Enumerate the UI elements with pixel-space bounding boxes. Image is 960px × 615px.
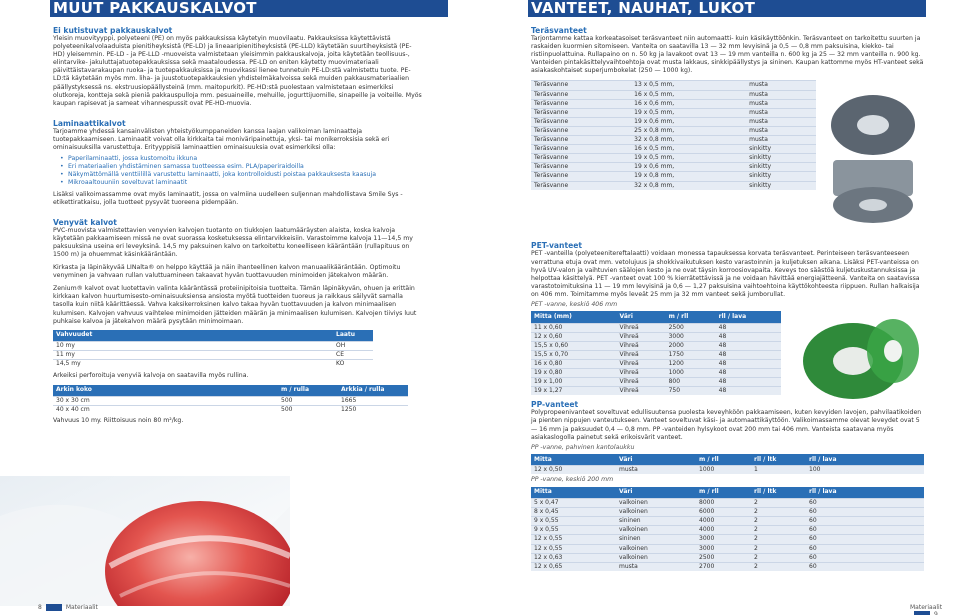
pet-table (531, 311, 781, 395)
table-cell: musta (616, 466, 696, 475)
table-header: Laatu (333, 330, 373, 342)
table-note: Arkeiksi perforoituja venyviä kalvoja on saatavilla myös rullina. (53, 371, 249, 379)
table-header: rll / lava (806, 454, 924, 466)
table-row (531, 517, 924, 526)
sheet-table (53, 385, 408, 415)
table-cell: 2 (751, 526, 806, 535)
section-title: PET-vanteet (531, 241, 583, 251)
table-cell: 100 (806, 466, 924, 475)
table-row (531, 90, 816, 99)
table-cell: 2 (751, 562, 806, 571)
table-cell: 11 my (53, 351, 333, 360)
table-cell: 60 (806, 499, 924, 508)
table-row (53, 342, 373, 351)
table-header: m / rll (666, 311, 716, 323)
pet-coil-photo (793, 311, 923, 403)
table-cell: 16 x 0,6 mm, (631, 99, 746, 108)
table-row (531, 526, 924, 535)
footer-label: Materiaalit (910, 604, 943, 611)
table-cell: sininen (616, 535, 696, 544)
table-cell: 12 x 0,50 (531, 466, 616, 475)
right-footer (910, 604, 960, 615)
paragraph: PVC-muovista valmistettavien venyvien kalvojen tuotanto on tiukkojen laatumääräysten alaista, koska kalvoja käytetään pakkaamiseen missä ne ovat suorassa kosketuksessa elintarvikkeisiin. Varastoimme kalvoja 11—14,5 my paksuuksina useina eri leveyksinä. 14,5 my paksuinen kalvo on tarkoitettu koneelliseen kääräntään (rullapituus on 1500 m) ja ohuemmat käsinkääräntään. (53, 226, 413, 258)
section-title: PP-vanteet (531, 400, 579, 410)
list-item: • Paperilaminaatti, jossa kustomoitu ikkuna (68, 155, 423, 163)
table-cell: 2000 (666, 341, 716, 350)
table-cell: 48 (716, 369, 781, 378)
steel-strap-block (531, 80, 924, 236)
table-cell: 2 (751, 535, 806, 544)
table-cell: 6000 (696, 508, 751, 517)
table-cell: 8 x 0,45 (531, 508, 616, 517)
table-cell: 12 x 0,55 (531, 544, 616, 553)
bullet-list (53, 155, 423, 187)
thickness-table (53, 330, 373, 369)
table-row (531, 508, 924, 517)
table-header: rll / ltk (751, 454, 806, 466)
table-cell: 32 x 0,8 mm, (631, 136, 746, 145)
table-cell: sinkitty (746, 145, 816, 154)
table-cell: 750 (666, 387, 716, 396)
table-cell: 500 (278, 406, 338, 415)
table-cell: Vihreä (617, 341, 666, 350)
table-cell: Teräsvanne (531, 154, 631, 163)
table-cell: 9 x 0,55 (531, 517, 616, 526)
table-cell: 48 (716, 378, 781, 387)
table-cell: 12 x 0,63 (531, 553, 616, 562)
table-header: Väri (616, 487, 696, 499)
paragraph: Polypropeenivanteet soveltuvat edullisuutensa puolesta keveyhköön pakkaamiseen, kuten kevyiden lavojen, pahvilaatikoiden ja pienten nippujen vanteutukseen. Vanteet soveltuvat käsi- ja automaattikäyttöön. Valikoimassamme olevat leveydet ovat 5 — 16 mm ja paksuudet 0,4 — 0,8 mm. PP -vanteiden hylsykoot ovat 200 mm tai 406 mm. Vanteista saatavana myös asiakaslogolla painetut sekä erikoisvärit vanteet. (531, 409, 922, 441)
table-header: m / rll (696, 487, 751, 499)
table-cell: Teräsvanne (531, 145, 631, 154)
right-column (531, 26, 924, 571)
table-cell: musta (746, 99, 816, 108)
table-cell: Vihreä (617, 350, 666, 359)
left-banner: MUUT PAKKAUSKALVOT (50, 0, 448, 17)
table-cell: 19 x 0,6 mm, (631, 163, 746, 172)
table-cell: 16 x 0,5 mm, (631, 90, 746, 99)
table-cell: 2700 (696, 562, 751, 571)
table-row (531, 387, 781, 396)
table-row (531, 369, 781, 378)
steel-strap-table (531, 80, 816, 189)
table-cell: 13 x 0,5 mm, (631, 81, 746, 90)
table-cell: 1200 (666, 360, 716, 369)
table-cell: 19 x 1,27 (531, 387, 617, 396)
table-cell: sinkitty (746, 154, 816, 163)
table-cell: 1665 (338, 397, 408, 406)
table-cell: OH (333, 342, 373, 351)
table-row (531, 126, 816, 135)
table-row (531, 466, 924, 475)
table-cell: 16 x 0,80 (531, 360, 617, 369)
table-row (531, 181, 816, 190)
table-cell: 60 (806, 526, 924, 535)
table-cell: sininen (616, 517, 696, 526)
table-row (531, 544, 924, 553)
table-cell: 2 (751, 517, 806, 526)
table-row (531, 145, 816, 154)
section-title: Teräsvanteet (531, 26, 587, 35)
table-cell: valkoinen (616, 508, 696, 517)
table-row (531, 117, 816, 126)
pet-block (531, 311, 924, 395)
section-title: Venyvät kalvot (53, 217, 117, 227)
table-cell: 19 x 0,6 mm, (631, 117, 746, 126)
table-header: Väri (616, 454, 696, 466)
table-cell: 12 x 0,55 (531, 535, 616, 544)
table-cell: 30 x 30 cm (53, 397, 278, 406)
table-row (53, 351, 373, 360)
table-cell: 60 (806, 508, 924, 517)
table-cell: Teräsvanne (531, 181, 631, 190)
table-cell: 500 (278, 397, 338, 406)
paragraph: Lisäksi valikoimassamme ovat myös laminaatit, jossa on valmiina uudelleen suljennan mahdollistava Smile Sys -etikettiratkaisu, jolla tuotteet pysyvät tuoreena pidempään. (53, 190, 403, 206)
table-cell: 2500 (666, 323, 716, 332)
table-cell: sinkitty (746, 163, 816, 172)
table-cell: 2 (751, 499, 806, 508)
section-title: Ei kutistuvat pakkauskalvot (53, 26, 173, 35)
table-cell: 3000 (696, 544, 751, 553)
paragraph: Tarjontamme kattaa korkeatasoiset teräsvanteet niin automaatti- kuin käsikäyttöönkin. Teräsvanteet on tarkoitettu suurten ja raskaiden kuormien sitomiseen. Vanteita on saatavilla 13 — 32 mm levyisinä ja 0,5 — 0,8 mm paksuisina, kiekko- tai ristiinpuolattuina. Rullapaino on n. 50 kg ja lavakoot ovat 13 — 19 mm vanteilla n. 600 kg ja 25 — 32 mm vanteilla n. 900 kg. Vanteiden pintakäsittelyvaihtoehtoja ovat musta lakkaus, sinkkipäällystys ja sininen. Kaupan kattomme myös HT-vanteet sekä asiakaskohtaiset superjumbokelat (250 — 1000 kg). (531, 35, 924, 75)
table-cell: KO (333, 360, 373, 369)
table-cell: 48 (716, 332, 781, 341)
table-row (531, 499, 924, 508)
table-cell: 1000 (666, 369, 716, 378)
table-cell: Teräsvanne (531, 90, 631, 99)
table-cell: Vihreä (617, 378, 666, 387)
table-cell: 12 x 0,65 (531, 562, 616, 571)
table-header: rll / lava (716, 311, 781, 323)
table-cell: 2 (751, 553, 806, 562)
table-cell: 2 (751, 544, 806, 553)
paragraph: Zenium® kalvot ovat luotettavin valinta kääräntässä proteiinipitoisia tuotteita. Tämän läpinäkyvän, ohuen ja erittäin kirkkaan kalvon huurtumisesto-ominaisuuksiensa ansiosta myötä tuotteiden tuoreus ja raikkaus säilyvät samalla tasolla kuin niitä käärittäessä. Vahva kaksikerroksinen kalvo takaa hyvän tuottavuuden ja kalvon minimaalisen kulumisen. Kalvojen vahvuus vaihtelee minimoiden jätteiden määrän ja minimaalisen kulumisen. Kalvojen tiiviys luut puhkaise kalvoa ja jätekalvon määrä pysytään minimoimaan. (53, 285, 417, 325)
footer-tab (46, 604, 62, 611)
table-cell: 60 (806, 544, 924, 553)
table-row (531, 323, 781, 332)
table-cell: 48 (716, 360, 781, 369)
table-cell: 19 x 0,80 (531, 369, 617, 378)
table-cell: 9 x 0,55 (531, 526, 616, 535)
table-cell: Teräsvanne (531, 126, 631, 135)
footer-tab (914, 611, 930, 615)
table-header: Mitta (mm) (531, 311, 617, 323)
table-cell: Vihreä (617, 323, 666, 332)
table-cell: 15,5 x 0,70 (531, 350, 617, 359)
table-caption: PET -vanne, keskiö 406 mm (531, 301, 618, 309)
page-number: 8 (38, 604, 42, 611)
table-cell: Teräsvanne (531, 99, 631, 108)
table-header: m / rll (696, 454, 751, 466)
table-header: m / rulla (278, 385, 338, 397)
table-row (531, 172, 816, 181)
table-cell: 11 x 0,60 (531, 323, 617, 332)
table-cell: 4000 (696, 517, 751, 526)
table-cell: 5 x 0,47 (531, 499, 616, 508)
table-cell: valkoinen (616, 499, 696, 508)
table-header: Mitta (531, 487, 616, 499)
right-banner: VANTEET, NAUHAT, LUKOT (528, 0, 926, 17)
table-header: Arkin koko (53, 385, 278, 397)
list-item: • Eri materiaalien yhdistäminen samassa tuotteessa esim. PLA/paperiraidoilla (68, 163, 423, 171)
table-row (53, 397, 408, 406)
table-cell: 1000 (696, 466, 751, 475)
table-cell: 19 x 0,5 mm, (631, 108, 746, 117)
table-cell: 32 x 0,8 mm, (631, 181, 746, 190)
table-cell: sinkitty (746, 172, 816, 181)
table-cell: Vihreä (617, 360, 666, 369)
table-cell: Teräsvanne (531, 117, 631, 126)
pp-table-carry (531, 454, 924, 475)
table-cell: 16 x 0,5 mm, (631, 145, 746, 154)
paragraph: Yleisin muovityyppi, polyeteeni (PE) on myös pakkauksissa käytetyin muovilaatu. Pakkauksissa käytettävistä polyeteenikalvolaaduista pienitiheyksistä (PE-LD) ja lineaaripienitiheyksistä (PE-LLD) käytetään suurtiheyksistä (PE-HD) yleisemmin. PE-LD - ja PE-LLD -muoveista valmistetaan yleisimmin pakkauskalvoja, joita käytetään teollisuus-, elintarvike- jakuluttajatuotepakkauksissa sekä maataloudessa. PE-LD on eniten käytetty muovimateriaali päivittäistavarakaupan ruoka- ja tuotepakkauksissa ja muovikassi lienee tunnetuin PE-LD:stä valmistettu tuote. PE-LD:tä käytetään myös mm. liha- ja juustotuotepakkauksien yhdistelmäkalvoissa sekä muiden pakkausmateriaalien päällystyksessä ns. ekstruusiopäällysteinä (mm. maitopurkit). PE-HD:stä puolestaan valmistetaan esimerkiksi olutkoreja, kontteja sekä pieniä pakkauspulloja mm. pesuaineille, mehuille, jogurttijuomille, sinapeille ja voiteille. Myös kaupan rapisevat ja sameat vihannespussit ovat PE-HD-muovia. (53, 35, 422, 107)
table-cell: 3000 (696, 535, 751, 544)
page-number: 9 (934, 611, 938, 615)
section-title: Laminaattikalvot (53, 118, 126, 128)
table-cell: valkoinen (616, 526, 696, 535)
table-cell: 10 my (53, 342, 333, 351)
table-cell: 60 (806, 553, 924, 562)
footer-label: Materiaalit (65, 604, 98, 611)
table-row (531, 378, 781, 387)
table-cell: 19 x 0,5 mm, (631, 154, 746, 163)
table-cell: 19 x 0,8 mm, (631, 172, 746, 181)
table-cell: 40 x 40 cm (53, 406, 278, 415)
table-cell: 4000 (696, 526, 751, 535)
table-row (53, 406, 408, 415)
list-item: • Näkymättömällä venttiilillä varustettu laminaatti, joka kontrolloidusti poistaa pakkauksesta kaasuja (68, 171, 423, 179)
table-cell: 1750 (666, 350, 716, 359)
table-cell: valkoinen (616, 553, 696, 562)
table-cell: Teräsvanne (531, 136, 631, 145)
table-cell: 1 (751, 466, 806, 475)
table-cell: 60 (806, 562, 924, 571)
table-cell: Teräsvanne (531, 81, 631, 90)
table-cell: 14,5 my (53, 360, 333, 369)
table-cell: 48 (716, 341, 781, 350)
table-cell: Vihreä (617, 387, 666, 396)
table-row (531, 562, 924, 571)
table-cell: musta (746, 126, 816, 135)
table-row (531, 553, 924, 562)
table-header: Väri (617, 311, 666, 323)
table-header: rll / ltk (751, 487, 806, 499)
table-cell: musta (746, 136, 816, 145)
table-row (531, 99, 816, 108)
table-row (531, 350, 781, 359)
table-cell: 15,5 x 0,60 (531, 341, 617, 350)
table-header: Arkkia / rulla (338, 385, 408, 397)
table-cell: 60 (806, 535, 924, 544)
table-cell: 3000 (666, 332, 716, 341)
table-cell: musta (746, 90, 816, 99)
table-cell: 19 x 1,00 (531, 378, 617, 387)
paragraph: Kirkasta ja läpinäkyvää LINalta® on helppo käyttää ja näin ihanteellinen kalvon manuaalikääräntään. Optimoitu venyminen ja vahvaan rullan valuttuamineen takaavat hyvän tuottavuuden minimoiden jätekalvon määrän. (53, 264, 401, 280)
list-item: • Mikroaaltouuniin soveltuvat laminaatit (68, 179, 423, 187)
table-cell: 25 x 0,8 mm, (631, 126, 746, 135)
table-row (531, 108, 816, 117)
steel-coil-photo (823, 80, 923, 230)
table-cell: 48 (716, 350, 781, 359)
table-cell: musta (746, 108, 816, 117)
table-cell: valkoinen (616, 544, 696, 553)
table-row (531, 341, 781, 350)
pp-table-core (531, 487, 924, 571)
right-page (480, 0, 960, 615)
table-cell: 800 (666, 378, 716, 387)
table-cell: 1250 (338, 406, 408, 415)
left-column (53, 26, 423, 425)
table-caption: PP -vanne, keskiö 200 mm (531, 476, 614, 484)
table-cell: Teräsvanne (531, 108, 631, 117)
table-row (531, 81, 816, 90)
table-row (531, 360, 781, 369)
table-row (531, 154, 816, 163)
table-header: Mitta (531, 454, 616, 466)
table-row (53, 360, 373, 369)
table-row (531, 136, 816, 145)
table-caption: PP -vanne, pahvinen kantolaukku (531, 443, 635, 451)
table-cell: musta (616, 562, 696, 571)
table-cell: musta (746, 117, 816, 126)
table-cell: 48 (716, 323, 781, 332)
table-cell: Teräsvanne (531, 163, 631, 172)
table-cell: 2500 (696, 553, 751, 562)
table-note: Vahvuus 10 my. Riittoisuus noin 80 m²/kg. (53, 417, 184, 425)
table-cell: Teräsvanne (531, 172, 631, 181)
table-cell: Vihreä (617, 332, 666, 341)
table-cell: 12 x 0,60 (531, 332, 617, 341)
paragraph: PET -vanteilla (polyeteenitereftalaatti) voidaan monessa tapauksessa korvata teräsvanteet. Perinteiseen teräsvanteeseen verrattuna etuja ovat mm. vetolujuus ja shokkivaikutuksen kesto varastoinnin ja kuljetuksen aikana. Lisäksi PET-vanteissa on hyvä UV-valon ja vaihtuvien säälojen kesto ja ne ovat täysin korroosiovapaita. Keveys too säästöä kuljetuskustannuksissa ja helpottaa käsittelyä. PET -vanteet ovat 100 % kierrätettävissä ja ne voidaan hävittää energiajätteenä. Vanteita on saatavissa varastotoimituksina 11 — 19 mm levyisinä ja 0,6 — 1,27 paksuisina vaihtoehtoina käyttökohteesta riippuen. Rullan halkaisija on 406 mm. Toimitamme myös leveät 25 mm ja 32 mm vanteet sekä jumborullat. (531, 250, 920, 298)
table-cell: 60 (806, 517, 924, 526)
table-header: Vahvuudet (53, 330, 333, 342)
table-cell: sinkitty (746, 181, 816, 190)
table-cell: musta (746, 81, 816, 90)
table-row (531, 332, 781, 341)
table-cell: Vihreä (617, 369, 666, 378)
left-footer (38, 604, 98, 611)
table-cell: CE (333, 351, 373, 360)
table-cell: 2 (751, 508, 806, 517)
table-header: rll / lava (806, 487, 924, 499)
table-row (531, 535, 924, 544)
paragraph: Tarjoamme yhdessä kansainvälisten yhteistyökumppaneiden kanssa laajan valikoiman laminaatteja tuotepakkaamiseen. Laminaatit voivat olla kirkkaita tai moniväripainettuja, yksi- tai monikerroksisia sekä eri ominaisuuksilla varustettuja. Erityyppisiä laminaattien ominaisuuksia ovat esimerkiksi olla: (53, 127, 390, 152)
table-row (531, 163, 816, 172)
table-cell: 48 (716, 387, 781, 396)
stretch-film-photo (0, 476, 290, 606)
table-cell: 8000 (696, 499, 751, 508)
